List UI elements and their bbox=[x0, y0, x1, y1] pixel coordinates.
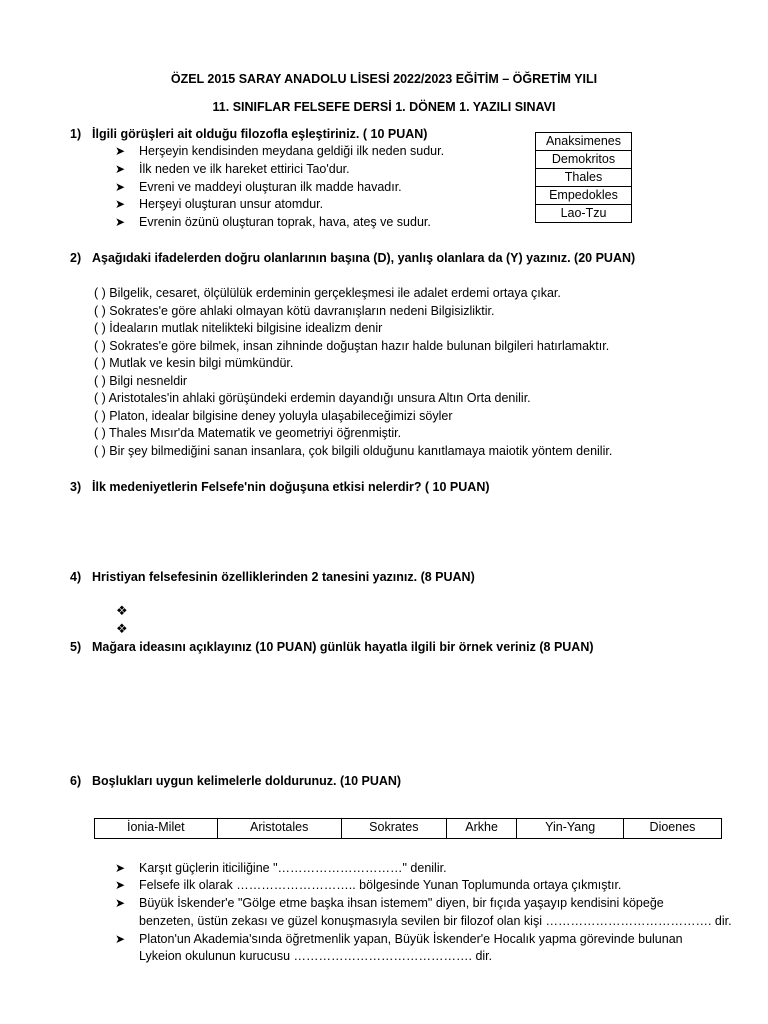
q1-item: ➤ Herşeyi oluşturan unsur atomdur. bbox=[115, 197, 324, 211]
word-bank-cell: Aristotales bbox=[217, 819, 341, 839]
q6-item: ➤ Büyük İskender'e "Gölge etme başka ihsan istemem" diyen, bir fıçıda yaşayıp kendisini köpeğe bbox=[115, 896, 664, 910]
q6-item-continuation: Lykeion okulunun kurucusu ……………………………………. dir. bbox=[139, 949, 493, 963]
q6-item: ➤ Felsefe ilk olarak ……………………….. bölgesinde Yunan Toplumunda ortaya çıkmıştır. bbox=[115, 878, 622, 892]
q6-item: ➤ Platon'un Akademia'sında öğretmenlik yapan, Büyük İskender'e Hocalık yapma görevinde bulunan bbox=[115, 932, 683, 946]
q2-statement: ( ) Mutlak ve kesin bilgi mümkündür. bbox=[94, 356, 294, 370]
q2-text: Aşağıdaki ifadelerden doğru olanlarının başına (D), yanlış olanlara da (Y) yazınız. (20 PUAN) bbox=[92, 251, 636, 265]
philosopher-cell: Empedokles bbox=[536, 187, 632, 205]
q1-item: ➤ İlk neden ve ilk hareket ettirici Tao'dur. bbox=[115, 162, 350, 176]
q2-statement: ( ) Bilgelik, cesaret, ölçülülük erdeminin gerçekleşmesi ile adalet erdemi ortaya çıkar. bbox=[94, 286, 561, 300]
q2-statement: ( ) Bilgi nesneldir bbox=[94, 374, 188, 388]
word-bank-cell: Dioenes bbox=[623, 819, 721, 839]
q5-text: Mağara ideasını açıklayınız (10 PUAN) günlük hayatla ilgili bir örnek veriniz (8 PUAN) bbox=[92, 640, 594, 654]
arrow-icon: ➤ bbox=[115, 162, 126, 176]
diamond-bullet-icon: ❖ bbox=[116, 621, 128, 636]
arrow-icon: ➤ bbox=[115, 932, 126, 946]
q2-number: 2) bbox=[70, 251, 82, 265]
arrow-icon: ➤ bbox=[115, 215, 126, 229]
q6-item-continuation: benzeten, üstün zekası ve güzel konuşmasıyla sevilen bir filozof olan kişi …………………………………. dir. bbox=[139, 914, 732, 928]
arrow-icon: ➤ bbox=[115, 144, 126, 158]
q1-item: ➤ Herşeyin kendisinden meydana geldiği ilk neden sudur. bbox=[115, 144, 445, 158]
q6-number: 6) bbox=[70, 774, 82, 788]
q2-statement: ( ) İdeaların mutlak nitelikteki bilgisine idealizm denir bbox=[94, 321, 383, 335]
arrow-icon: ➤ bbox=[115, 878, 126, 892]
philosopher-cell: Demokritos bbox=[536, 151, 632, 169]
q2-statement: ( ) Aristotales'in ahlaki görüşündeki erdemin dayandığı unsura Altın Orta denilir. bbox=[94, 391, 531, 405]
q2-statement: ( ) Thales Mısır'da Matematik ve geometriyi öğrenmiştir. bbox=[94, 426, 402, 440]
q1-text: İlgili görüşleri ait olduğu filozofla eşleştiriniz. ( 10 PUAN) bbox=[92, 127, 428, 141]
exam-title: 11. SINIFLAR FELSEFE DERSİ 1. DÖNEM 1. YAZILI SINAVI bbox=[212, 100, 556, 114]
arrow-icon: ➤ bbox=[115, 861, 126, 875]
q2-statement: ( ) Sokrates'e göre bilmek, insan zihninde doğuştan hazır halde bulunan bilgileri hatırlamaktır. bbox=[94, 339, 610, 353]
q4-number: 4) bbox=[70, 570, 82, 584]
word-bank-cell: Arkhe bbox=[446, 819, 516, 839]
word-bank-cell: Sokrates bbox=[341, 819, 446, 839]
q5-number: 5) bbox=[70, 640, 82, 654]
q6-text: Boşlukları uygun kelimelerle doldurunuz. (10 PUAN) bbox=[92, 774, 402, 788]
q2-statement: ( ) Platon, idealar bilgisine deney yoluyla ulaşabileceğimizi söyler bbox=[94, 409, 453, 423]
arrow-icon: ➤ bbox=[115, 896, 126, 910]
philosopher-table bbox=[535, 132, 632, 223]
philosopher-cell: Thales bbox=[536, 169, 632, 187]
q4-text: Hristiyan felsefesinin özelliklerinden 2 tanesini yazınız. (8 PUAN) bbox=[92, 570, 475, 584]
q6-item: ➤ Karşıt güçlerin iticiliğine "…………………………" denilir. bbox=[115, 861, 447, 875]
philosopher-cell: Lao-Tzu bbox=[536, 205, 632, 223]
q3-number: 3) bbox=[70, 480, 82, 494]
arrow-icon: ➤ bbox=[115, 197, 126, 211]
philosopher-cell: Anaksimenes bbox=[536, 133, 632, 151]
q1-item: ➤ Evrenin özünü oluşturan toprak, hava, ateş ve sudur. bbox=[115, 215, 431, 229]
q2-statement: ( ) Sokrates'e göre ahlaki olmayan kötü davranışların nedeni Bilgisizliktir. bbox=[94, 304, 495, 318]
arrow-icon: ➤ bbox=[115, 180, 126, 194]
q1-item: ➤ Evreni ve maddeyi oluşturan ilk madde havadır. bbox=[115, 180, 402, 194]
q3-text: İlk medeniyetlerin Felsefe'nin doğuşuna etkisi nelerdir? ( 10 PUAN) bbox=[92, 480, 490, 494]
exam-school-title: ÖZEL 2015 SARAY ANADOLU LİSESİ 2022/2023 EĞİTİM – ÖĞRETİM YILI bbox=[170, 72, 598, 86]
word-bank-cell: Yin-Yang bbox=[517, 819, 624, 839]
q2-statement: ( ) Bir şey bilmediğini sanan insanlara, çok bilgili olduğunu kanıtlamaya maiotik yöntem denilir. bbox=[94, 444, 613, 458]
diamond-bullet-icon: ❖ bbox=[116, 603, 128, 618]
word-bank-table bbox=[94, 818, 722, 839]
q1-number: 1) bbox=[70, 127, 82, 141]
word-bank-cell: İonia-Milet bbox=[95, 819, 218, 839]
